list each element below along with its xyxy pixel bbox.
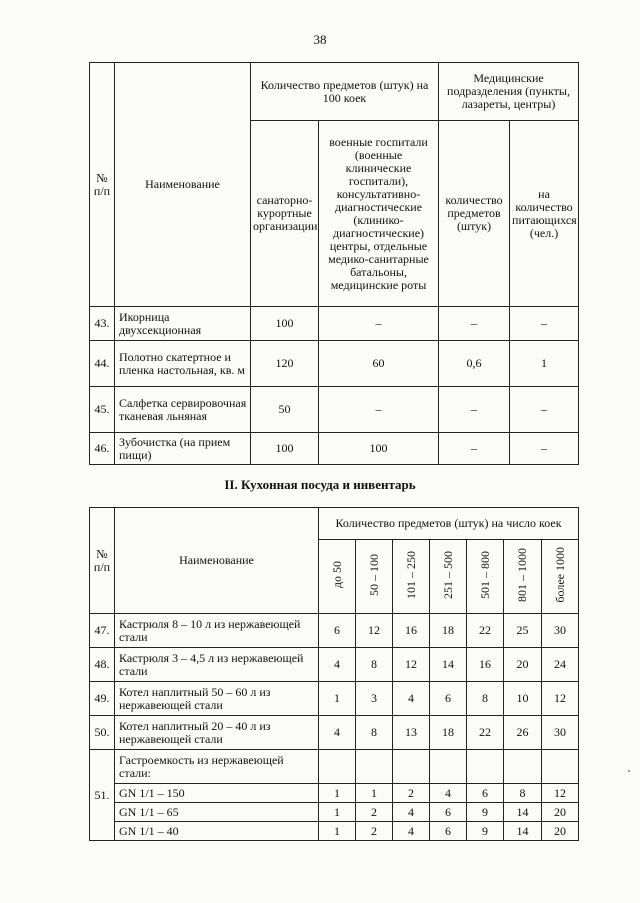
row-name: Кастрюля 3 – 4,5 л из нержавеющей стали bbox=[115, 648, 319, 682]
cell-value: 6 bbox=[319, 614, 356, 648]
cell-value: 4 bbox=[319, 648, 356, 682]
cell-value: 25 bbox=[504, 614, 542, 648]
cell-value: 60 bbox=[319, 341, 439, 387]
cell-value: 8 bbox=[504, 784, 542, 803]
header-col-label: 801 – 1000 bbox=[515, 548, 529, 602]
cell-value: 6 bbox=[467, 784, 504, 803]
cell-value: – bbox=[319, 387, 439, 433]
header-sanatorium: санаторно-курортные организации bbox=[251, 121, 319, 307]
cell-value: 9 bbox=[467, 803, 504, 822]
cell-value: 12 bbox=[542, 682, 579, 716]
table-row bbox=[90, 648, 579, 682]
header-per-eaters: на количество питающихся (чел.) bbox=[510, 121, 579, 307]
cell-value: 9 bbox=[467, 822, 504, 841]
cell-value: 1 bbox=[319, 803, 356, 822]
cell-value: – bbox=[319, 307, 439, 341]
row-number: 46. bbox=[90, 433, 115, 465]
section-title: II. Кухонная посуда и инвентарь bbox=[224, 477, 416, 492]
header-col-label: до 50 bbox=[329, 561, 344, 589]
cell-value: 1 bbox=[319, 682, 356, 716]
cell-value: 8 bbox=[356, 648, 393, 682]
cell-value: 3 bbox=[356, 682, 393, 716]
row-name: Икорница двухсекционная bbox=[115, 307, 251, 341]
scan-speck bbox=[628, 770, 630, 772]
header-col-label: 501 – 800 bbox=[477, 551, 492, 599]
cell-value: 6 bbox=[430, 682, 467, 716]
cell-value: 22 bbox=[467, 614, 504, 648]
row-number: 50. bbox=[90, 716, 115, 750]
cell-value: 20 bbox=[542, 822, 579, 841]
header-col-bed-range bbox=[430, 540, 467, 614]
table-row bbox=[90, 716, 579, 750]
cell-value: 24 bbox=[542, 648, 579, 682]
cell-value: 14 bbox=[504, 822, 542, 841]
cell-value: 100 bbox=[251, 433, 319, 465]
cell-value: 13 bbox=[393, 716, 430, 750]
cell-value: – bbox=[510, 307, 579, 341]
row-number: 43. bbox=[90, 307, 115, 341]
cell-value: 6 bbox=[430, 803, 467, 822]
cell-empty bbox=[467, 750, 504, 784]
header-col-bed-range bbox=[393, 540, 430, 614]
cell-value: 2 bbox=[356, 803, 393, 822]
cell-value: 4 bbox=[393, 682, 430, 716]
cell-value: 12 bbox=[542, 784, 579, 803]
cell-empty bbox=[430, 750, 467, 784]
cell-value: 18 bbox=[430, 614, 467, 648]
table-row bbox=[90, 614, 579, 648]
cell-value: 50 bbox=[251, 387, 319, 433]
row-name: Зубочистка (на прием пищи) bbox=[115, 433, 251, 465]
cell-value: 1 bbox=[319, 784, 356, 803]
cell-value: 4 bbox=[430, 784, 467, 803]
cell-value: – bbox=[510, 387, 579, 433]
cell-value: 4 bbox=[319, 716, 356, 750]
header-hospitals: военные госпитали (военные клинические госпитали), консультативно-диагностические (клинико-диагностические) центры, отдельные медико-санитарные батальоны, медицинские роты bbox=[319, 121, 439, 307]
header-col-label: 251 – 500 bbox=[440, 551, 455, 599]
cell-value: – bbox=[439, 387, 510, 433]
cell-value: 4 bbox=[393, 822, 430, 841]
cell-empty bbox=[542, 750, 579, 784]
header-name: Наименование bbox=[115, 63, 251, 307]
cell-value: 30 bbox=[542, 716, 579, 750]
header-no: № п/п bbox=[90, 63, 115, 307]
header-qty-group: Количество предметов (штук) на число коек bbox=[319, 508, 579, 540]
page-number: 38 bbox=[313, 32, 327, 47]
table-row bbox=[90, 433, 579, 465]
table-subrow bbox=[90, 784, 579, 803]
cell-value: 1 bbox=[319, 822, 356, 841]
row-number: 48. bbox=[90, 648, 115, 682]
row-number: 47. bbox=[90, 614, 115, 648]
row-name: Котел наплитный 50 – 60 л из нержавеющей стали bbox=[115, 682, 319, 716]
header-col-bed-range bbox=[356, 540, 393, 614]
cell-value: 2 bbox=[393, 784, 430, 803]
cell-value: 2 bbox=[356, 822, 393, 841]
subrow-name: GN 1/1 – 65 bbox=[115, 803, 319, 822]
header-qty-group: Количество предметов (штук) на 100 коек bbox=[251, 63, 439, 121]
cell-value: – bbox=[439, 433, 510, 465]
cell-value: 1 bbox=[356, 784, 393, 803]
cell-value: 16 bbox=[393, 614, 430, 648]
cell-value: 8 bbox=[467, 682, 504, 716]
cell-value: 30 bbox=[542, 614, 579, 648]
subrow-name: GN 1/1 – 150 bbox=[115, 784, 319, 803]
cell-value: 20 bbox=[542, 803, 579, 822]
cell-value: 10 bbox=[504, 682, 542, 716]
cell-value: 14 bbox=[430, 648, 467, 682]
cell-empty bbox=[356, 750, 393, 784]
row-number: 51. bbox=[90, 750, 115, 841]
table-dining-items bbox=[89, 62, 579, 465]
cell-empty bbox=[393, 750, 430, 784]
cell-value: 18 bbox=[430, 716, 467, 750]
header-name: Наименование bbox=[115, 508, 319, 614]
header-col-bed-range bbox=[319, 540, 356, 614]
table-subrow bbox=[90, 822, 579, 841]
cell-value: 12 bbox=[393, 648, 430, 682]
header-col-label: 50 – 100 bbox=[366, 554, 381, 596]
row-number: 49. bbox=[90, 682, 115, 716]
cell-value: 22 bbox=[467, 716, 504, 750]
header-col-bed-range bbox=[542, 540, 579, 614]
row-name: Полотно скатертное и пленка настольная, кв. м bbox=[115, 341, 251, 387]
cell-value: – bbox=[439, 307, 510, 341]
table-row bbox=[90, 682, 579, 716]
cell-value: – bbox=[510, 433, 579, 465]
table-row bbox=[90, 750, 579, 784]
cell-value: 12 bbox=[356, 614, 393, 648]
table-kitchen-items bbox=[89, 507, 579, 841]
cell-value: 20 bbox=[504, 648, 542, 682]
header-col-label: 101 – 250 bbox=[403, 551, 418, 599]
header-col-label: более 1000 bbox=[552, 547, 567, 603]
cell-value: 100 bbox=[251, 307, 319, 341]
row-number: 44. bbox=[90, 341, 115, 387]
header-no: № п/п bbox=[90, 508, 115, 614]
cell-value: 4 bbox=[393, 803, 430, 822]
cell-value: 6 bbox=[430, 822, 467, 841]
subrow-name: GN 1/1 – 40 bbox=[115, 822, 319, 841]
table-subrow bbox=[90, 803, 579, 822]
cell-value: 16 bbox=[467, 648, 504, 682]
table-row bbox=[90, 307, 579, 341]
header-med-qty: количество предметов (штук) bbox=[439, 121, 510, 307]
table-row bbox=[90, 387, 579, 433]
cell-value: 8 bbox=[356, 716, 393, 750]
row-name: Салфетка сервировочная тканевая льняная bbox=[115, 387, 251, 433]
cell-empty bbox=[504, 750, 542, 784]
row-name: Гастроемкость из нержавеющей стали: bbox=[115, 750, 319, 784]
row-name: Котел наплитный 20 – 40 л из нержавеющей стали bbox=[115, 716, 319, 750]
cell-value: 1 bbox=[510, 341, 579, 387]
cell-empty bbox=[319, 750, 356, 784]
cell-value: 120 bbox=[251, 341, 319, 387]
row-number: 45. bbox=[90, 387, 115, 433]
row-name: Кастрюля 8 – 10 л из нержавеющей стали bbox=[115, 614, 319, 648]
cell-value: 14 bbox=[504, 803, 542, 822]
table-row bbox=[90, 341, 579, 387]
cell-value: 26 bbox=[504, 716, 542, 750]
header-col-bed-range bbox=[467, 540, 504, 614]
cell-value: 100 bbox=[319, 433, 439, 465]
header-col-bed-range bbox=[504, 540, 542, 614]
header-med-group: Медицинские подразделения (пункты, лазареты, центры) bbox=[439, 63, 579, 121]
cell-value: 0,6 bbox=[439, 341, 510, 387]
